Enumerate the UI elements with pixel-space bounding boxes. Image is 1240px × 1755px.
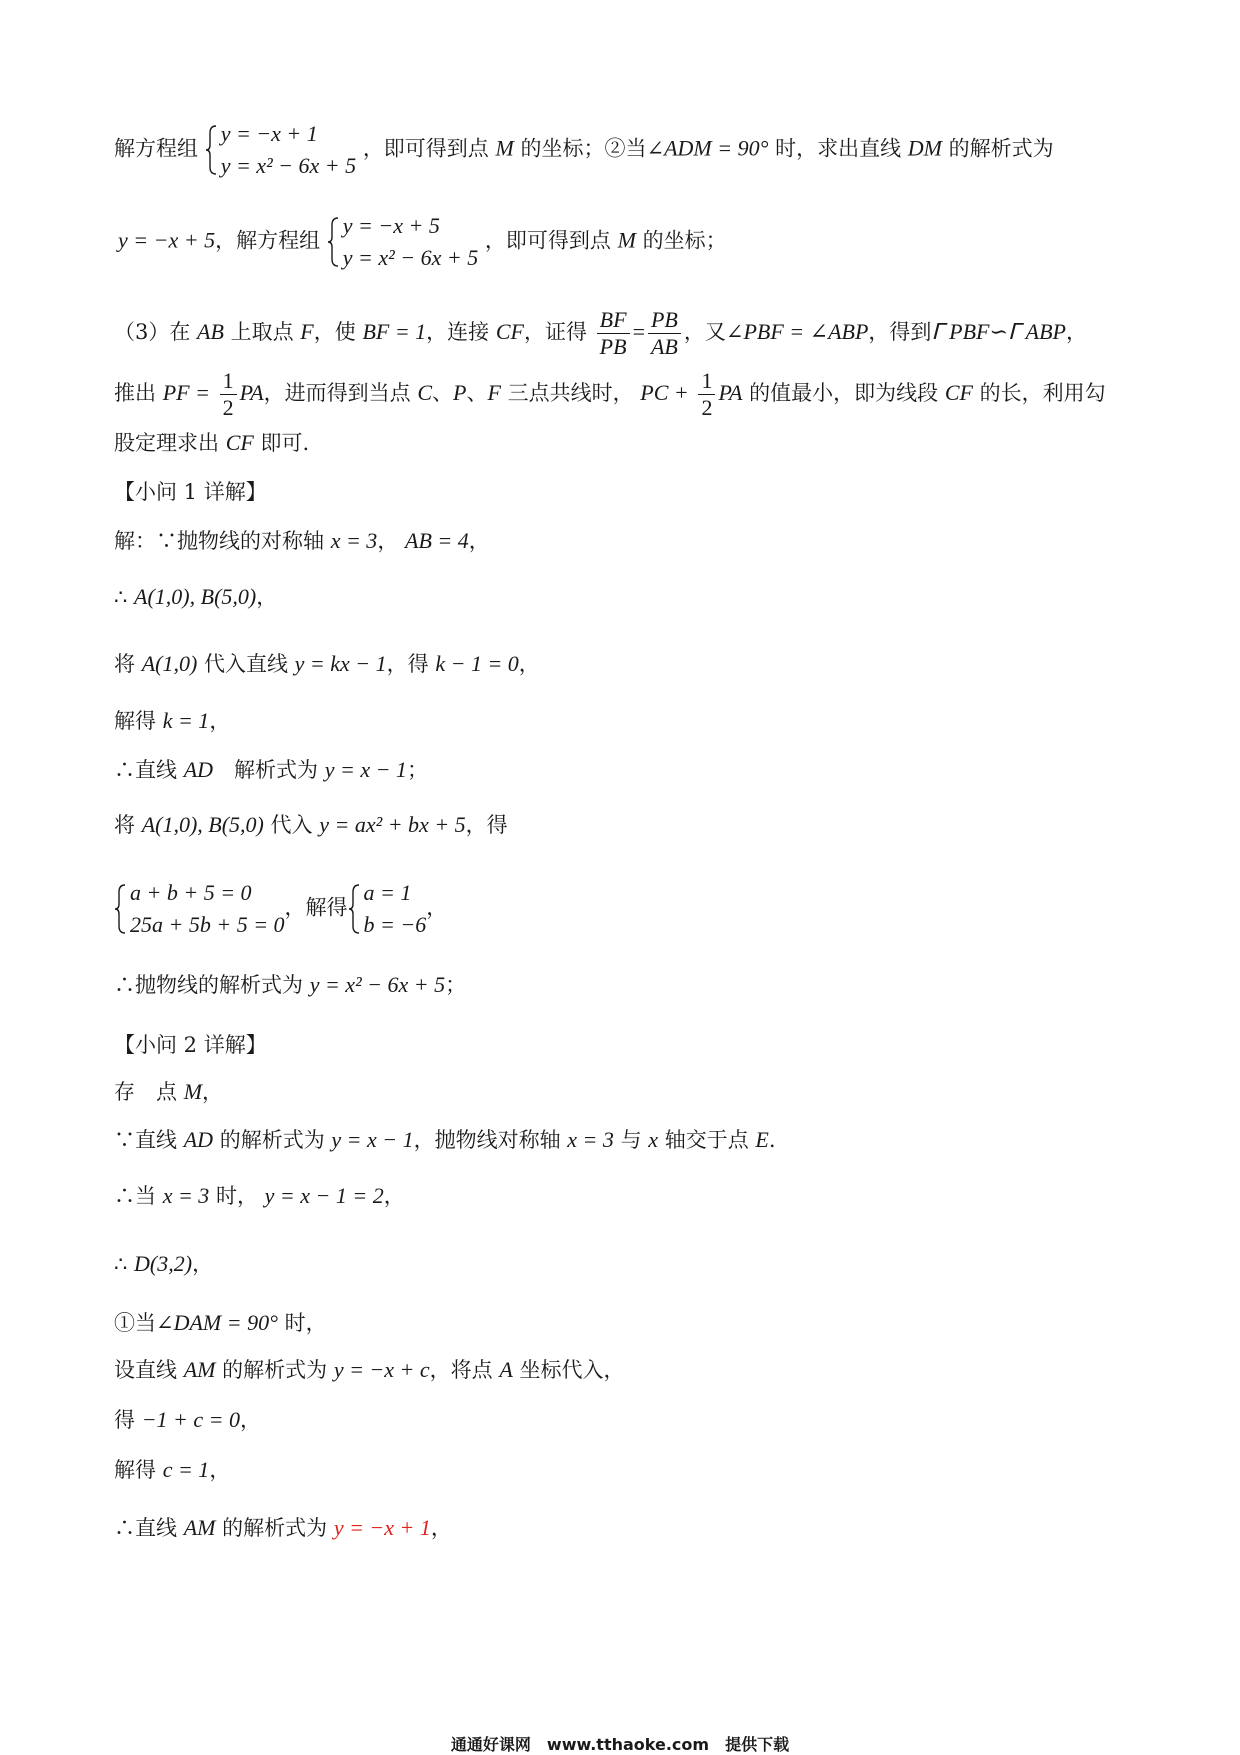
text: 推出	[114, 381, 163, 405]
text: ，	[430, 1516, 452, 1540]
math: A(1,0)	[141, 651, 198, 676]
math: D(3,2)	[134, 1251, 193, 1276]
math: ADM = 90°	[664, 135, 769, 161]
text: 、	[432, 381, 454, 405]
brace-icon	[114, 884, 126, 934]
math: x = 3	[567, 1127, 614, 1152]
text: 上取点	[223, 320, 301, 344]
brace-icon	[327, 217, 339, 267]
solution-line	[114, 1077, 223, 1107]
text: 的坐标；	[635, 228, 727, 253]
math: DM	[907, 135, 942, 161]
text: ，连接	[426, 320, 496, 344]
math: M	[617, 227, 636, 253]
text: 三点共线时，	[500, 381, 641, 405]
text: 的解析式为	[215, 1358, 334, 1382]
math: −1 + c = 0	[141, 1407, 240, 1432]
solution-line	[114, 1308, 327, 1338]
fraction	[698, 368, 715, 421]
math: y = x − 1	[331, 1127, 414, 1152]
math: F	[487, 380, 501, 405]
math: AD	[183, 1127, 214, 1152]
text: ∴	[114, 585, 135, 609]
math: A(1,0), B(5,0)	[134, 584, 257, 609]
text: 时，求出直线	[768, 136, 908, 161]
text: ，即可得到点	[362, 136, 496, 161]
text: 代入直线	[197, 652, 295, 676]
text: ∵直线	[114, 1128, 184, 1152]
solution-line	[114, 1125, 776, 1155]
math: y = x − 1	[324, 757, 407, 782]
text-line-3	[114, 307, 1087, 360]
math: CF	[225, 430, 254, 455]
text: ；	[406, 758, 428, 782]
math: y = x² − 6x + 5	[309, 972, 446, 997]
numerator: PB	[648, 307, 681, 334]
math: PC +	[640, 380, 689, 405]
solution-line	[114, 755, 428, 785]
numerator: 1	[698, 368, 715, 395]
text: ，使	[313, 320, 363, 344]
text: ，解得	[284, 895, 348, 920]
text: ，进而得到当点	[263, 381, 418, 405]
text: ，得	[465, 813, 508, 837]
denominator: 2	[222, 395, 234, 420]
text: ∴当	[114, 1184, 163, 1208]
equation: y = x² − 6x + 5	[220, 153, 357, 178]
text: 时，	[277, 1311, 327, 1335]
text: 解得	[114, 1458, 163, 1482]
math: BF = 1	[362, 319, 427, 344]
text: 将	[114, 652, 142, 676]
text: 代入	[263, 813, 320, 837]
solution-line	[114, 1249, 213, 1279]
text-line-4	[114, 368, 1106, 421]
text: ，	[240, 1408, 261, 1432]
text: ，解方程组	[215, 228, 321, 253]
equation: a = 1	[363, 880, 412, 905]
footer-watermark: 通通好课网 www.tthaoke.com 提供下载	[450, 1735, 790, 1754]
math: y = −x + 5	[118, 227, 216, 253]
text: ，	[209, 709, 231, 733]
math: y = x − 1 = 2	[264, 1183, 384, 1208]
text-line-1	[114, 118, 1054, 182]
text: ，	[192, 1252, 214, 1276]
text: ，抛物线对称轴	[413, 1128, 568, 1152]
text: ，	[426, 895, 448, 920]
text: 坐标代入，	[512, 1358, 625, 1382]
text: ，得到	[868, 320, 932, 344]
math: PA	[718, 380, 743, 405]
text: 、	[466, 381, 488, 405]
text: ，	[377, 529, 405, 553]
text: ；	[445, 973, 467, 997]
text: ，	[468, 529, 490, 553]
text-line-5	[114, 428, 309, 458]
math: M	[495, 135, 514, 161]
math: C	[417, 380, 433, 405]
text: 的值最小，即为线段	[742, 381, 945, 405]
equation-system	[327, 210, 478, 274]
text: ，	[1065, 320, 1087, 344]
solution-line	[114, 810, 508, 840]
math: y = kx − 1	[294, 651, 387, 676]
text: 解得	[114, 709, 163, 733]
fraction	[220, 368, 237, 421]
equation: y = −x + 5	[342, 213, 440, 238]
text: 时，	[209, 1184, 265, 1208]
solution-line	[114, 1405, 261, 1435]
denominator: PB	[599, 334, 627, 359]
text: 股定理求出	[114, 431, 226, 455]
math: y = ax² + bx + 5	[319, 812, 466, 837]
math: P	[453, 380, 467, 405]
solution-line	[114, 1181, 405, 1211]
equation: b = −6	[363, 912, 427, 937]
math: DAM = 90°	[173, 1310, 278, 1335]
math: AD	[183, 757, 214, 782]
solution-line	[114, 706, 230, 736]
text: ，	[256, 585, 278, 609]
denominator: 2	[701, 395, 713, 420]
text: ，得	[386, 652, 436, 676]
math: x = 3	[330, 528, 378, 553]
equation: y = −x + 1	[220, 121, 318, 146]
text: 的解析式为	[215, 1516, 334, 1540]
section-heading-1: 【小问 1 详解】	[114, 480, 267, 504]
text: ，将点	[429, 1358, 500, 1382]
text: 设直线	[114, 1358, 184, 1382]
equation-system	[114, 877, 285, 941]
numerator: BF	[597, 307, 630, 334]
math: ᒥ PBF∽ᒥ ABP	[931, 319, 1066, 344]
text: ，	[202, 1080, 224, 1104]
text: 将	[114, 813, 142, 837]
math: AB	[197, 319, 224, 344]
math: PBF = ∠ABP	[743, 319, 869, 344]
text: 解方程组	[114, 136, 198, 161]
text: ∴抛物线的解析式为	[114, 973, 310, 997]
text: ①当∠	[114, 1311, 174, 1335]
text: 与	[613, 1128, 649, 1152]
math: PA	[239, 380, 264, 405]
text: ∴	[114, 1252, 135, 1276]
equals-sign: =	[632, 319, 645, 344]
equation-system	[348, 877, 427, 941]
math: CF	[495, 319, 524, 344]
solution-line	[114, 1355, 624, 1385]
section-heading-2: 【小问 2 详解】	[114, 1033, 267, 1057]
text: ，证得	[523, 320, 587, 344]
denominator: AB	[650, 334, 678, 359]
solution-line	[114, 1455, 230, 1485]
text: 存 点	[114, 1080, 184, 1104]
math: A(1,0), B(5,0)	[141, 812, 264, 837]
text: ，又∠	[683, 320, 744, 344]
math: x	[648, 1127, 659, 1152]
text: ∴直线	[114, 1516, 184, 1540]
text: ∴直线	[114, 758, 184, 782]
math: PF =	[162, 380, 210, 405]
math: AM	[183, 1515, 216, 1540]
solution-line	[114, 1513, 452, 1543]
solution-line	[114, 649, 540, 679]
solution-line	[114, 526, 490, 556]
text: 的解析式为	[941, 136, 1054, 161]
math: F	[300, 319, 314, 344]
text: 的坐标；②当∠	[513, 136, 665, 161]
equation: y = x² − 6x + 5	[342, 245, 479, 270]
text: ，	[518, 652, 540, 676]
equation-system	[205, 118, 356, 182]
math: E	[755, 1127, 769, 1152]
text: 轴交于点	[658, 1128, 756, 1152]
brace-icon	[348, 884, 360, 934]
solution-line	[114, 877, 447, 941]
math: AB = 4	[405, 528, 469, 553]
fraction	[597, 307, 630, 360]
text: 解析式为	[213, 758, 325, 782]
text: 即可.	[253, 431, 310, 455]
math: CF	[944, 380, 973, 405]
math: c = 1	[162, 1457, 210, 1482]
math: A	[499, 1357, 513, 1382]
text: ，	[209, 1458, 231, 1482]
math: M	[183, 1079, 203, 1104]
math: k − 1 = 0	[435, 651, 519, 676]
solution-line	[114, 970, 466, 1000]
text: .	[768, 1128, 776, 1152]
text: （3）在	[114, 320, 198, 344]
solution-line	[114, 582, 277, 612]
text: 解：∵抛物线的对称轴	[114, 529, 331, 553]
text: 的长，利用勾	[972, 381, 1106, 405]
equation: 25a + 5b + 5 = 0	[130, 912, 285, 937]
highlighted-equation: y = −x + 1	[333, 1515, 431, 1540]
math: x = 3	[162, 1183, 210, 1208]
text: 的解析式为	[213, 1128, 332, 1152]
text: ，	[383, 1184, 405, 1208]
fraction	[648, 307, 681, 360]
text-line-2	[118, 210, 727, 274]
math: AM	[183, 1357, 216, 1382]
text: ，即可得到点	[484, 228, 618, 253]
text: 得	[114, 1408, 142, 1432]
brace-icon	[205, 125, 217, 175]
numerator: 1	[220, 368, 237, 395]
math: k = 1	[162, 708, 210, 733]
equation: a + b + 5 = 0	[130, 880, 252, 905]
math: y = −x + c	[333, 1357, 430, 1382]
